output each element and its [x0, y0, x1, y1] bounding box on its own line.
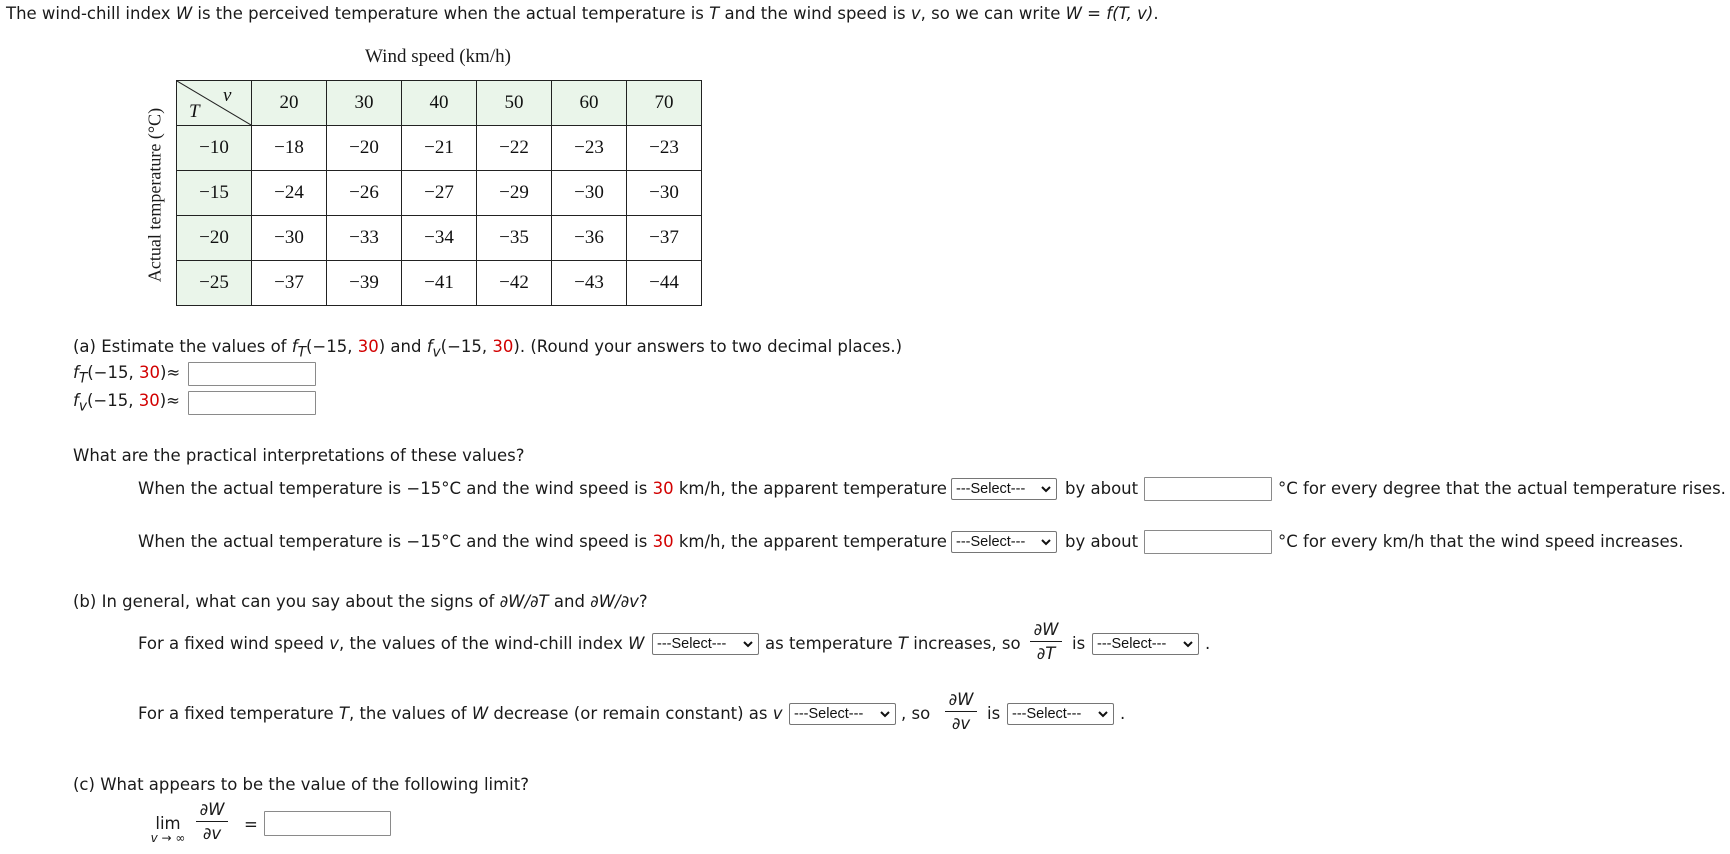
frac-denominator: ∂v [951, 714, 971, 733]
chevron-down-icon [1097, 707, 1109, 721]
fT-sub: T [78, 370, 88, 387]
part-a-red-30: 30 [357, 337, 379, 356]
interp-red-30: 30 [652, 479, 674, 498]
equals-sign: = [244, 815, 258, 834]
fT-text: (−15, [87, 363, 139, 382]
select-label: ---Select--- [1012, 706, 1082, 722]
intro-var-v: v [910, 4, 921, 23]
table-cell: −37 [627, 216, 702, 261]
part-a-text: ) [513, 337, 520, 356]
part-b-text: increases, so [908, 634, 1021, 653]
table-row [177, 261, 702, 306]
table-header-row [177, 81, 702, 126]
part-b-text: (b) In general, what can you say about the signs of [73, 592, 500, 611]
temp-header-cell: −20 [177, 216, 252, 261]
approx-sign: ≈ [166, 391, 180, 410]
b-dWdT-sign-select[interactable] [1092, 633, 1199, 655]
interp-1-select[interactable] [951, 478, 1057, 500]
select-label: ---Select--- [657, 636, 727, 652]
part-b-var: W [471, 704, 489, 723]
speed-header-cell: 70 [627, 81, 702, 126]
interp-line-1 [138, 479, 947, 498]
intro-var-W: W [175, 4, 193, 23]
part-b-text: ? [638, 592, 648, 611]
fT-text: ) [159, 363, 167, 382]
fv-text: (−15, [86, 391, 139, 410]
table-cell: −42 [477, 261, 552, 306]
part-b-text: decrease (or remain constant) as [488, 704, 773, 723]
intro-part: , so we can write [920, 4, 1066, 23]
speed-header-cell: 20 [252, 81, 327, 126]
part-b-var: T [897, 634, 909, 653]
part-b-line-1 [138, 634, 644, 653]
part-b-text: For a fixed wind speed [138, 634, 330, 653]
speed-header-cell: 60 [552, 81, 627, 126]
part-a-red-30: 30 [492, 337, 514, 356]
speed-header-cell: 40 [402, 81, 477, 126]
table-cell: −35 [477, 216, 552, 261]
part-b-var: W [628, 634, 645, 653]
interp-text: When the actual temperature is −15°C and the wind speed is [138, 532, 653, 551]
part-b-dWdT: ∂W/∂T [499, 592, 549, 611]
is-label: is [1072, 634, 1086, 653]
table-cell: −24 [252, 171, 327, 216]
table-cell: −43 [552, 261, 627, 306]
part-b-text: and [548, 592, 591, 611]
frac-bar [945, 711, 977, 712]
table-cell: −44 [627, 261, 702, 306]
select-label: ---Select--- [956, 534, 1026, 550]
by-about-label: by about [1065, 532, 1139, 551]
intro-part: = [1081, 4, 1107, 23]
table-col-axis-label: Wind speed (km/h) [365, 46, 511, 67]
intro-var-T: T [709, 4, 720, 23]
table-cell: −23 [552, 126, 627, 171]
intro-text [6, 4, 1159, 23]
select-label: ---Select--- [1097, 636, 1167, 652]
temp-header-cell: −15 [177, 171, 252, 216]
table-row [177, 126, 702, 171]
part-b-line-2 [138, 704, 783, 723]
select-label: ---Select--- [956, 481, 1026, 497]
part-b-dWdv: ∂W/∂v [590, 592, 639, 611]
lim-label: lim [155, 814, 181, 833]
b-dWdv-sign-select[interactable] [1007, 703, 1114, 725]
intro-part: . [1153, 4, 1159, 23]
fv-label [73, 391, 180, 414]
interp-question: What are the practical interpretations of these values? [73, 446, 525, 465]
table-row [177, 171, 702, 216]
intro-var-W: W [1065, 4, 1082, 23]
fv-text: ) [159, 391, 167, 410]
part-a-f: f [291, 337, 298, 356]
table-cell: −20 [327, 126, 402, 171]
table-cell: −33 [327, 216, 402, 261]
frac-denominator: ∂v [202, 824, 222, 843]
part-b-var: v [329, 634, 340, 653]
table-cell: −21 [402, 126, 477, 171]
part-b-text: , the values of the wind-chill index [339, 634, 629, 653]
part-a-text: . (Round your answers to two decimal places.) [519, 337, 903, 356]
chevron-down-icon [1040, 482, 1052, 496]
dWdv-fraction [945, 690, 977, 733]
limit-answer-input[interactable] [264, 811, 391, 836]
frac-numerator: ∂W [1033, 620, 1059, 639]
table-cell: −30 [252, 216, 327, 261]
select-label: ---Select--- [794, 706, 864, 722]
corner-v-label: v [223, 85, 232, 106]
fv-f: f [73, 391, 79, 410]
period: . [1205, 634, 1211, 653]
by-about-label: by about [1065, 479, 1139, 498]
fT-answer-input[interactable] [188, 362, 316, 386]
interp-1-end: °C for every degree that the actual temperature rises. [1278, 479, 1726, 498]
frac-bar [1030, 641, 1062, 642]
speed-header-cell: 30 [327, 81, 402, 126]
part-b-var: v [772, 704, 783, 723]
fT-label [73, 363, 180, 386]
chevron-down-icon [1182, 637, 1194, 651]
part-a-text: (−15, [440, 337, 493, 356]
part-b-text: as temperature [765, 634, 898, 653]
table-cell: −37 [252, 261, 327, 306]
table-cell: −18 [252, 126, 327, 171]
table-cell: −30 [627, 171, 702, 216]
part-b-question [73, 592, 648, 611]
part-b-var: T [338, 704, 349, 723]
part-a-text: and [385, 337, 427, 356]
table-cell: −29 [477, 171, 552, 216]
table-cell: −23 [627, 126, 702, 171]
approx-sign: ≈ [166, 363, 181, 382]
interp-text: When the actual temperature is −15°C and the wind speed is [138, 479, 653, 498]
chevron-down-icon [1040, 535, 1052, 549]
part-b-text: For a fixed temperature [138, 704, 339, 723]
temp-header-cell: −10 [177, 126, 252, 171]
fv-answer-input[interactable] [188, 391, 316, 415]
fT-f: f [73, 363, 79, 382]
fv-red-30: 30 [138, 391, 160, 410]
part-a-f: f [426, 337, 433, 356]
table-cell: −27 [402, 171, 477, 216]
chevron-down-icon [742, 637, 754, 651]
part-a-text: ) [378, 337, 386, 356]
frac-numerator: ∂W [199, 800, 225, 819]
table-cell: −30 [552, 171, 627, 216]
intro-args: (T, v) [1112, 4, 1154, 23]
intro-part: is the perceived temperature when the actual temperature is [192, 4, 710, 23]
interp-text: km/h, the apparent temperature [673, 479, 947, 498]
table-cell: −34 [402, 216, 477, 261]
interp-red-30: 30 [652, 532, 674, 551]
so-label: , so [901, 704, 931, 723]
dWdT-fraction [1030, 620, 1062, 663]
interp-2-end: °C for every km/h that the wind speed increases. [1278, 532, 1684, 551]
b-v-trend-select[interactable] [789, 703, 896, 725]
speed-header-cell: 50 [477, 81, 552, 126]
interp-2-select[interactable] [951, 531, 1057, 553]
frac-denominator: ∂T [1036, 644, 1056, 663]
is-label: is [987, 704, 1001, 723]
period: . [1120, 704, 1126, 723]
table-cell: −26 [327, 171, 402, 216]
part-c-question: (c) What appears to be the value of the following limit? [73, 775, 529, 794]
table-cell: −36 [552, 216, 627, 261]
interp-line-2 [138, 532, 947, 551]
interp-1-input[interactable] [1144, 477, 1272, 501]
table-cell: −41 [402, 261, 477, 306]
intro-part: and the wind speed is [719, 4, 911, 23]
interp-2-input[interactable] [1144, 530, 1272, 554]
part-a-sub: T [297, 344, 306, 361]
limit-fraction [196, 800, 228, 843]
part-b-line-1-post [765, 634, 1021, 653]
table-corner-cell [177, 81, 252, 126]
table-row-axis-label: Actual temperature (°C) [144, 107, 165, 283]
part-a-question [73, 337, 902, 360]
intro-var-f: f [1106, 4, 1113, 23]
frac-bar [196, 821, 228, 822]
part-a-text: (−15, [305, 337, 358, 356]
lim-subscript: v → ∞ [150, 831, 186, 845]
interp-text: km/h, the apparent temperature [673, 532, 947, 551]
chevron-down-icon [879, 707, 891, 721]
b-W-trend-select[interactable] [652, 633, 759, 655]
wind-chill-table [176, 80, 702, 306]
part-a-sub: v [432, 344, 441, 361]
corner-T-label: T [189, 101, 200, 122]
intro-part: The wind-chill index [6, 4, 176, 23]
table-cell: −39 [327, 261, 402, 306]
fT-red-30: 30 [138, 363, 160, 382]
frac-numerator: ∂W [948, 690, 974, 709]
table-cell: −22 [477, 126, 552, 171]
table-row [177, 216, 702, 261]
part-a-text: (a) Estimate the values of [73, 337, 292, 356]
temp-header-cell: −25 [177, 261, 252, 306]
fv-sub: v [78, 398, 87, 415]
limit-operator [146, 814, 190, 845]
part-b-text: , the values of [348, 704, 472, 723]
